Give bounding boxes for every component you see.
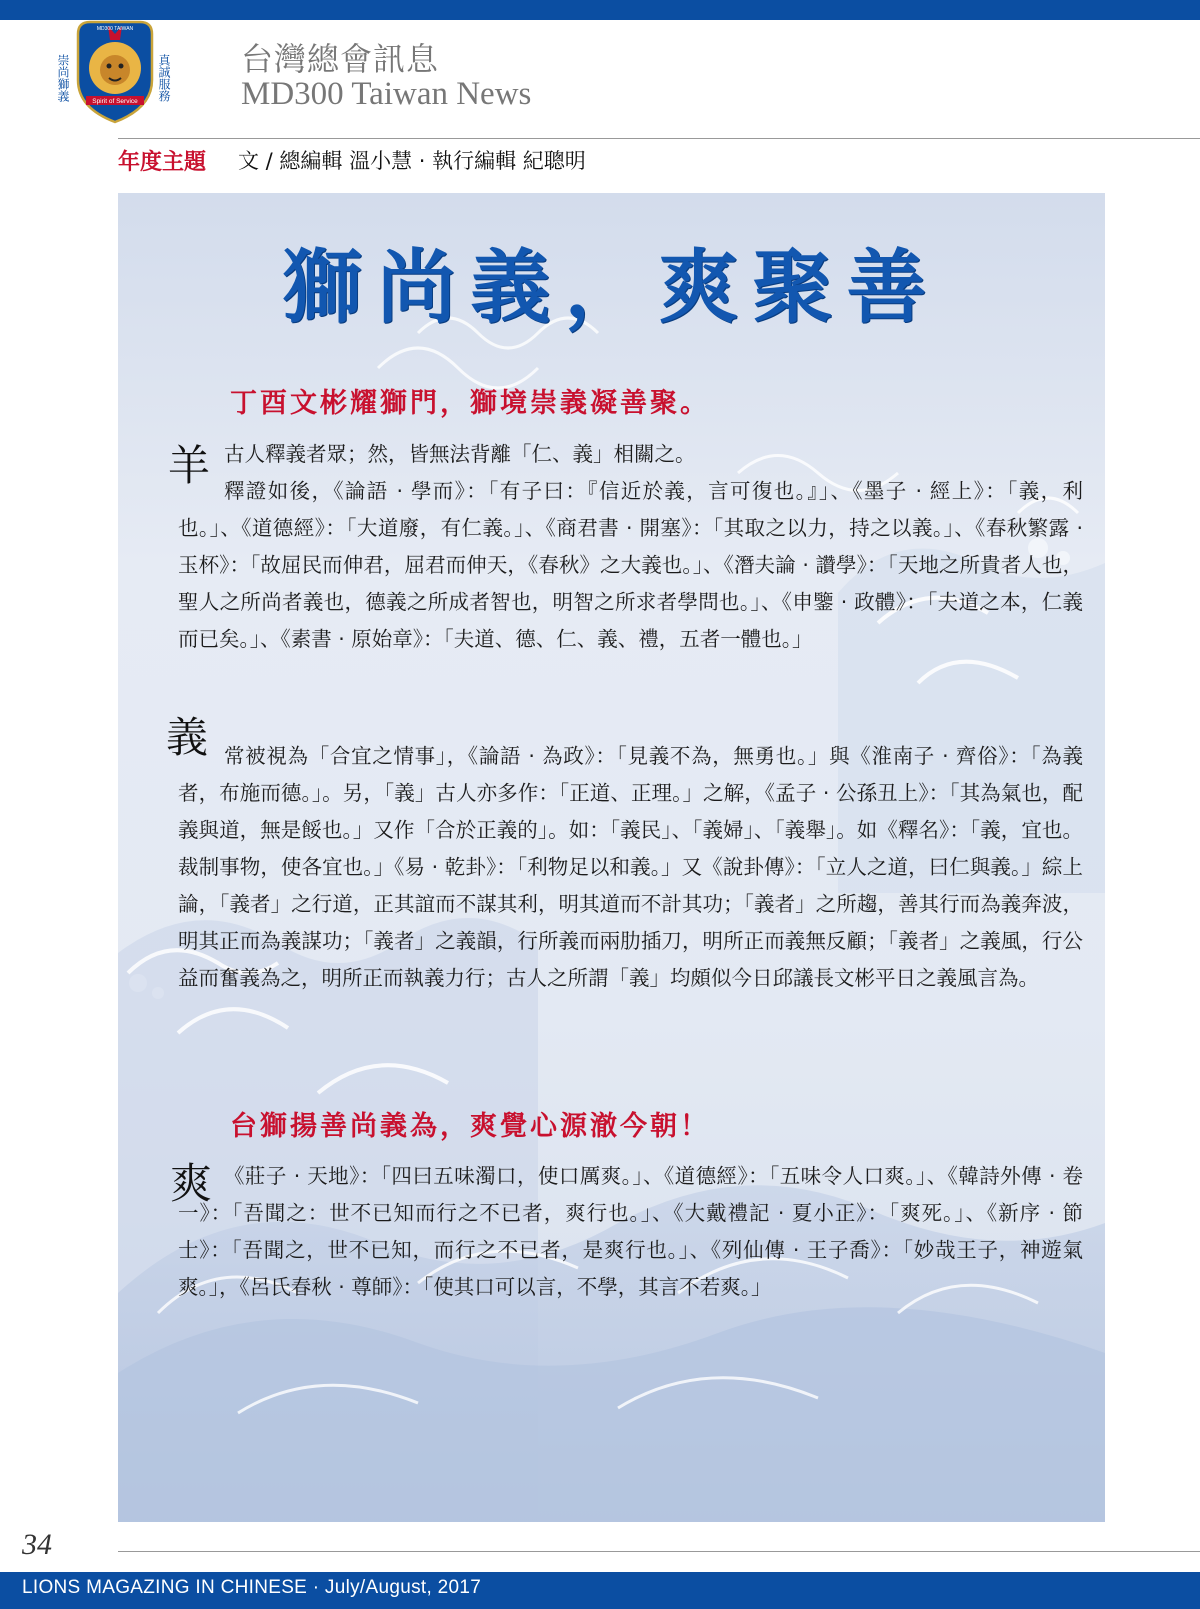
subheading-2: 台獅揚善尚義為，爽覺心源澈今朝！ xyxy=(230,1111,710,1142)
section-label: 年度主題 xyxy=(118,149,207,175)
ancient-character-glyph-1: 羊 xyxy=(168,441,211,490)
ancient-character-glyph-2: 義 xyxy=(166,713,209,762)
svg-text:MD300 TAIWAN: MD300 TAIWAN xyxy=(96,26,134,32)
header-title-chinese: 台灣總會訊息 xyxy=(241,40,440,78)
paragraph-3-body: 《莊子 · 天地》：「四曰五味濁口，使口厲爽。」、《道德經》：「五味令人口爽。」、《韓詩外傳 · 卷一》：「吾聞之：世不已知而行之不已者，爽行也。」、《大戴禮記 · 夏小正》：「爽死。」、《新序 · 節士》：「吾聞之，世不已知，而行之不已者，是爽行也。」、《列仙傳 · 王子喬》：「妙哉王子，神遊氣爽。」，《呂氏春秋 · 尊師》：「使其口可以言，不學，其言不若爽。」 xyxy=(178,1164,1083,1299)
paragraph-1 xyxy=(178,436,1083,658)
svg-text:真誠服務: 真誠服務 xyxy=(157,54,171,102)
footer-text: LIONS MAGAZING IN CHINESE · July/August, 2017 xyxy=(22,1577,482,1598)
paragraph-2-body: 常被視為「合宜之情事」，《論語 · 為政》：「見義不為，無勇也。」與《淮南子 · 齊俗》：「為義者，布施而德。」。另，「義」古人亦多作：「正道、正理。」之解，《孟子 · 公孫丑上》：「其為氣也，配義與道，無是餒也。」又作「合於正義的」。如：「義民」、「義婦」、「義舉」。如《釋名》：「義，宜也。裁制事物，使各宜也。」《易 · 乾卦》：「利物足以和義。」又《說卦傳》：「立人之道，曰仁與義。」綜上論，「義者」之行道，正其誼而不謀其利，明其道而不計其功；「義者」之所趨，善其行而為義奔波，明其正而為義謀功；「義者」之義韻，行所義而兩肋插刀，明所正而義無反顧；「義者」之義風，行公益而奮義為之，明所正而執義力行；古人之所謂「義」均頗似今日邱議長文彬平日之義風言為。 xyxy=(178,744,1083,990)
top-color-bar xyxy=(0,0,1200,20)
footer-divider xyxy=(118,1551,1200,1552)
article-title: 獅尚義，爽聚善 xyxy=(282,240,941,334)
lions-logo-icon xyxy=(56,18,174,124)
ancient-character-glyph-3: 爽 xyxy=(170,1159,213,1208)
byline: 文 / 總編輯 溫小慧 · 執行編輯 紀聰明 xyxy=(238,149,586,173)
paragraph-3 xyxy=(178,1158,1083,1306)
header-title-english: MD300 Taiwan News xyxy=(241,76,532,112)
paragraph-1-line-1: 古人釋義者眾；然，皆無法背離「仁、義」相關之。 xyxy=(224,442,696,466)
svg-text:崇尚獅義: 崇尚獅義 xyxy=(56,54,70,102)
svg-text:Spirit of Service: Spirit of Service xyxy=(92,98,138,105)
page-number: 34 xyxy=(22,1528,52,1561)
subheading-1: 丁酉文彬耀獅門，獅境崇義凝善聚。 xyxy=(230,388,710,419)
paragraph-1-body: 釋證如後，《論語 · 學而》：「有子曰：『信近於義，言可復也。』」、《墨子 · 經上》：「義，利也。」、《道德經》：「大道廢，有仁義。」、《商君書 · 開塞》：「其取之以力，持之以義。」、《春秋繁露 · 玉杯》：「故屈民而伸君，屈君而伸天，《春秋》之大義也。」、《潛夫論 · 讚學》：「天地之所貴者人也，聖人之所尚者義也，德義之所成者智也，明智之所求者學問也。」、《申鑒 · 政體》：「夫道之本，仁義而已矣。」、《素書 · 原始章》：「夫道、德、仁、義、禮，五者一體也。」 xyxy=(178,479,1083,651)
paragraph-2 xyxy=(178,738,1083,997)
article-panel xyxy=(118,193,1105,1522)
header-divider xyxy=(118,138,1200,139)
